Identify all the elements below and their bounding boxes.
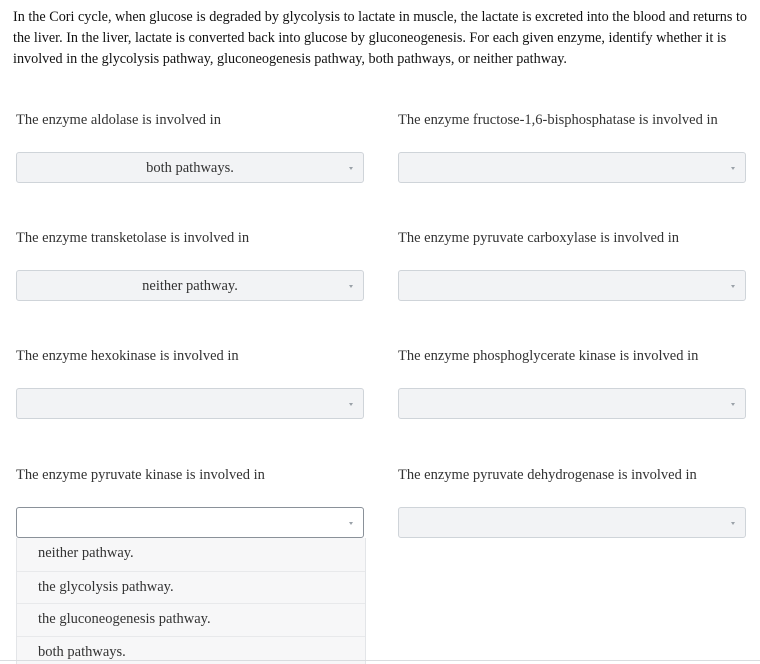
answer-select-transketolase[interactable] — [16, 270, 364, 301]
answer-select-pyruvate-dehydrogenase[interactable] — [398, 507, 746, 538]
answer-select-fructose-bisphosphatase[interactable] — [398, 152, 746, 183]
dropdown-option-neither[interactable]: neither pathway. — [38, 545, 134, 561]
question-pyruvate-dehydrogenase — [398, 466, 748, 484]
answer-select-phosphoglycerate-kinase[interactable] — [398, 388, 746, 419]
dropdown-option-glycolysis[interactable]: the glycolysis pathway. — [17, 571, 365, 604]
question-intro: In the Cori cycle, when glucose is degraded by glycolysis to lactate in muscle, the lactate is excreted into the blood and returns to the liver. In the liver, lactate is converted back into glucose by gluconeogenesis. For each given enzyme, identify whether it is involved in the glycolysis pathway, gluconeogenesis pathway, both pathways, or neither pathway. — [13, 9, 747, 67]
question-label: The enzyme aldolase is involved in — [16, 112, 221, 128]
dropdown-option-both[interactable]: both pathways. — [17, 636, 365, 664]
question-phosphoglycerate-kinase — [398, 347, 748, 365]
question-pyruvate-carboxylase — [398, 229, 748, 247]
question-label: The enzyme pyruvate kinase is involved in — [16, 467, 265, 483]
caret-down-icon — [349, 285, 353, 288]
caret-down-icon — [349, 522, 353, 525]
answer-select-pyruvate-kinase[interactable] — [16, 507, 364, 538]
caret-down-icon — [349, 403, 353, 406]
question-aldolase — [16, 111, 366, 176]
question-label: The enzyme fructose-1,6-bisphosphatase is involved in — [398, 112, 718, 128]
question-label: The enzyme hexokinase is involved in — [16, 348, 239, 364]
question-label: The enzyme phosphoglycerate kinase is involved in — [398, 348, 699, 364]
divider — [0, 660, 760, 661]
caret-down-icon — [731, 285, 735, 288]
question-label: The enzyme pyruvate carboxylase is involved in — [398, 230, 680, 246]
answer-select-pyruvate-carboxylase[interactable] — [398, 270, 746, 301]
question-label: The enzyme transketolase is involved in — [16, 230, 250, 246]
answer-select-aldolase[interactable] — [16, 152, 364, 183]
select-value: neither pathway. — [142, 278, 238, 294]
caret-down-icon — [349, 167, 353, 170]
question-label: The enzyme pyruvate dehydrogenase is involved in — [398, 467, 697, 483]
dropdown-menu-pyruvate-kinase — [16, 538, 366, 664]
question-fructose-bisphosphatase — [398, 111, 748, 129]
caret-down-icon — [731, 403, 735, 406]
question-transketolase — [16, 229, 366, 294]
select-value: both pathways. — [146, 160, 234, 176]
dropdown-option-gluconeogenesis[interactable]: the gluconeogenesis pathway. — [17, 603, 365, 636]
answer-select-hexokinase[interactable] — [16, 388, 364, 419]
question-hexokinase — [16, 347, 366, 365]
question-pyruvate-kinase — [16, 466, 366, 484]
caret-down-icon — [731, 522, 735, 525]
caret-down-icon — [731, 167, 735, 170]
